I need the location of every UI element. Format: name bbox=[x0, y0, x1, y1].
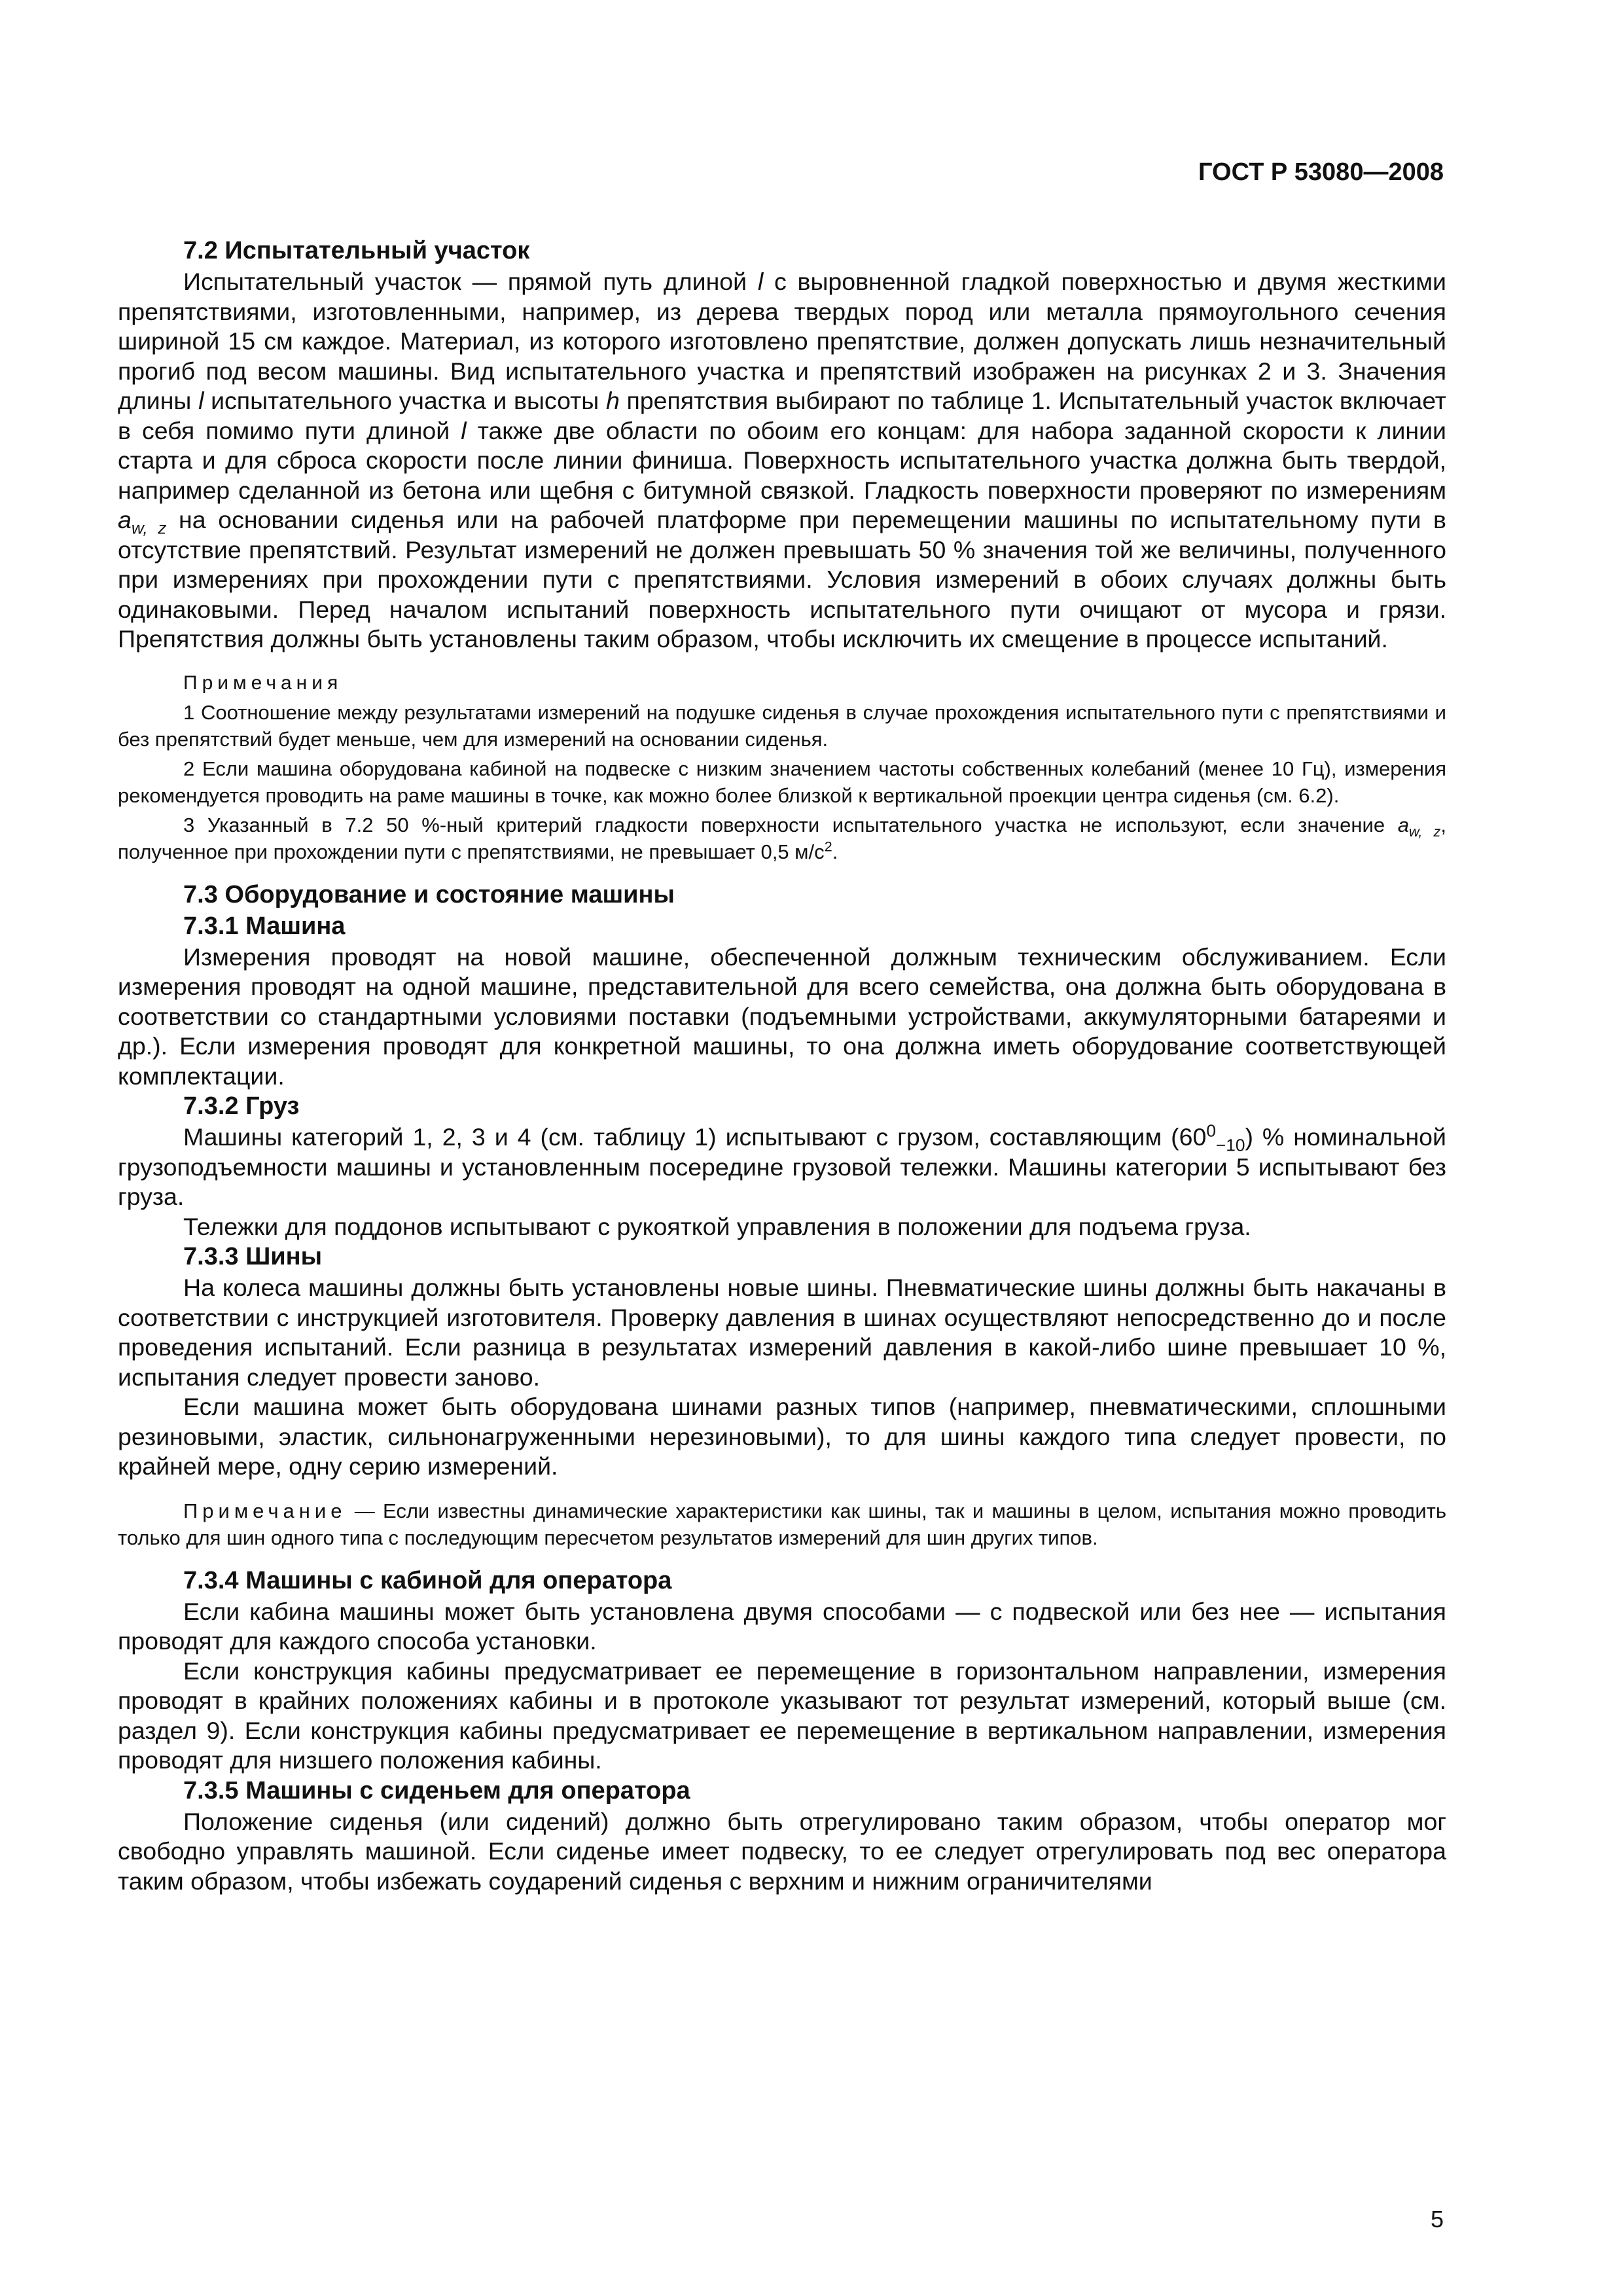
document-header: ГОСТ Р 53080—2008 bbox=[1198, 158, 1444, 186]
text-run: , полученное при прохождении пути с препятствиями, не превышает 0,5 м/с bbox=[118, 813, 1446, 863]
paragraph-tires-1: На колеса машины должны быть установлены новые шины. Пневматические шины должны быть накачаны в соответствии с инструкцией изготовителя. Проверку давления в шинах осуществляют непосредственно до и после проведения испытаний. Если разница в результатах измерений давления в какой-либо шине превышает 10 %, испытания следует провести заново. bbox=[118, 1274, 1446, 1391]
symbol-l: l bbox=[757, 268, 764, 295]
section-heading-7-3-3: 7.3.3 Шины bbox=[183, 1243, 323, 1270]
text-run: также две области по обоим его концам: для набора заданной скорости к линии старта и для сброса скорости после линии финиша. Поверхность испытательного участка должна быть твердой, например сделанной из бетона или щебня с битумной связкой. Гладкость поверхности проверяют по измерениям bbox=[118, 416, 1446, 504]
paragraph-pallet-trucks: Тележки для поддонов испытывают с рукояткой управления в положении для подъема груза. bbox=[183, 1212, 1251, 1240]
symbol-h: h bbox=[605, 387, 620, 414]
text-run: Испытательный участок — прямой путь длиной bbox=[183, 268, 758, 295]
paragraph-seat: Положение сиденья (или сидений) должно быть отрегулировано таким образом, чтобы оператор мог свободно управлять машиной. Если сиденье имеет подвеску, то ее следует отрегулировать под вес оператора таким образом, чтобы избежать соударений сиденья с верхним и нижним ограничителями bbox=[118, 1807, 1446, 1895]
text-run: препятствия выбирают по таблице 1. Испытательный участок включает в себя помимо пути длиной bbox=[118, 387, 1446, 444]
superscript: 0 bbox=[1206, 1121, 1216, 1141]
symbol-subscript: w, z bbox=[1408, 823, 1441, 840]
paragraph-test-section bbox=[118, 267, 1446, 655]
symbol-l: l bbox=[461, 416, 467, 444]
paragraph-cabin-1: Если кабина машины может быть установлена двумя способами — с подвеской или без нее — испытания проводят для каждого способа установки. bbox=[118, 1597, 1446, 1655]
section-heading-7-3-5: 7.3.5 Машины с сиденьем для оператора bbox=[183, 1776, 690, 1804]
text-run: испытательного участка и высоты bbox=[204, 387, 606, 414]
section-heading-7-2: 7.2 Испытательный участок bbox=[183, 237, 530, 264]
note-tires bbox=[118, 1498, 1446, 1551]
note-2: 2 Если машина оборудована кабиной на подвеске с низким значением частоты собственных колебаний (менее 10 Гц), измерения рекомендуется проводить на раме машины в точке, как можно более близкой к вертикальной проекции центра сиденья (см. 6.2). bbox=[118, 757, 1446, 807]
paragraph-cabin-2: Если конструкция кабины предусматривает ее перемещение в горизонтальном направлении, измерения проводят в крайних положениях кабины и в протоколе указывают тот результат измерений, который выше (см. раздел 9). Если конструкция кабины предусматривает ее перемещение в вертикальном направлении, измерения проводят для низшего положения кабины. bbox=[118, 1657, 1446, 1774]
symbol-l: l bbox=[198, 387, 204, 414]
section-heading-7-3-1: 7.3.1 Машина bbox=[183, 912, 346, 940]
text-run: с выровненной гладкой поверхностью и двумя жесткими препятствиями, изготовленными, например, из дерева твердых пород или металла прямоугольного сечения шириной 15 см каждое. Материал, из которого изготовлено препятствие, должен допускать лишь незначительный прогиб под весом машины. Вид испытательного участка и препятствий изображен на рисунках 2 и 3. Значения длины bbox=[118, 268, 1446, 414]
paragraph-load bbox=[118, 1122, 1446, 1212]
note-label: Примечание bbox=[183, 1499, 347, 1522]
symbol-a: a bbox=[1397, 813, 1409, 836]
superscript: 2 bbox=[824, 838, 832, 855]
text-run: — Если известны динамические характеристики как шины, так и машины в целом, испытания можно проводить только для шин одного типа с последующим пересчетом результатов измерений для шин других типов. bbox=[118, 1499, 1446, 1549]
paragraph-tires-2: Если машина может быть оборудована шинами разных типов (например, пневматическими, сплошными резиновыми, эластик, сильнонагруженными нерезиновыми), то для шины каждого типа следует провести, по крайней мере, одну серию измерений. bbox=[118, 1393, 1446, 1480]
text-run: Машины категорий 1, 2, 3 и 4 (см. таблицу 1) испытывают с грузом, составляющим (60 bbox=[183, 1123, 1207, 1151]
notes-title: Примечания bbox=[183, 672, 343, 694]
page-number: 5 bbox=[1430, 2206, 1444, 2233]
section-heading-7-3: 7.3 Оборудование и состояние машины bbox=[183, 880, 675, 908]
text-run: на основании сиденья или на рабочей платформе при перемещении машины по испытательному пути в отсутствие препятствий. Результат измерений не должен превышать 50 % значения той же величины, полученного при измерениях при прохождении пути с препятствиями. Условия измерений в обоих случаях должны быть одинаковыми. Перед началом испытаний поверхность испытательного пути очищают от мусора и грязи. Препятствия должны быть установлены таким образом, чтобы исключить их смещение в процессе испытаний. bbox=[118, 506, 1446, 653]
section-heading-7-3-2: 7.3.2 Груз bbox=[183, 1092, 300, 1120]
note-1: 1 Соотношение между результатами измерений на подушке сиденья в случае прохождения испытательного пути с препятствиями и без препятствий будет меньше, чем для измерений на основании сиденья. bbox=[118, 700, 1446, 751]
text-run: . bbox=[832, 840, 838, 863]
note-3 bbox=[118, 812, 1446, 865]
document-body bbox=[118, 236, 1446, 1896]
symbol-subscript: w, z bbox=[131, 518, 167, 538]
text-run: ) % номинальной грузоподъемности машины и установленным посередине грузовой тележки. Машины категории 5 испытывают без груза. bbox=[118, 1123, 1446, 1210]
subscript: −10 bbox=[1215, 1135, 1245, 1155]
symbol-a: a bbox=[118, 506, 132, 533]
paragraph-machine: Измерения проводят на новой машине, обеспеченной должным техническим обслуживанием. Если измерения проводят на одной машине, представительной для всего семейства, она должна быть оборудована в соответствии со стандартными условиями поставки (подъемными устройствами, аккумуляторными батареями и др.). Если измерения проводят для конкретной машины, то она должна иметь оборудование соответствующей комплектации. bbox=[118, 942, 1446, 1090]
text-run: 3 Указанный в 7.2 50 %-ный критерий гладкости поверхности испытательного участка не используют, если значение bbox=[183, 813, 1398, 836]
section-heading-7-3-4: 7.3.4 Машины с кабиной для оператора bbox=[183, 1566, 672, 1594]
